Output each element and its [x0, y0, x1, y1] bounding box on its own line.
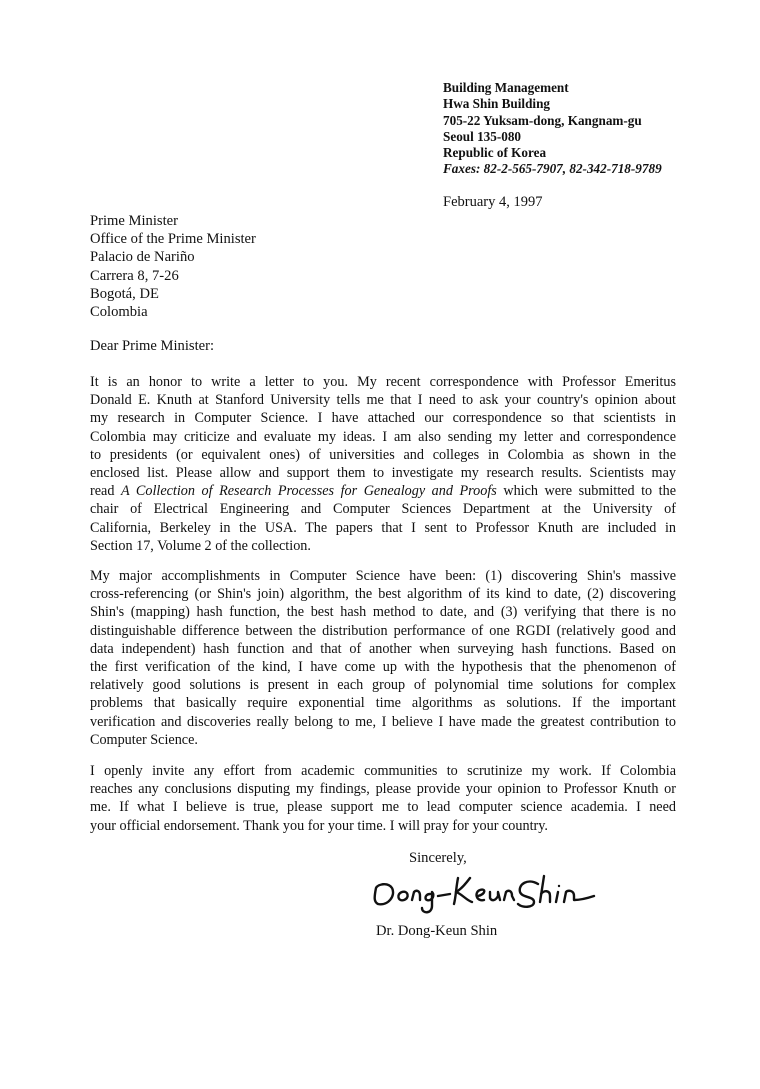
- paragraph-text: read: [90, 483, 121, 500]
- paragraph-line: verification and discoveries really belong to me, I believe I have made the greatest contribution to: [90, 713, 676, 730]
- paragraph-line: your official endorsement. Thank you for your time. I will pray for your country.: [90, 817, 548, 834]
- salutation: Dear Prime Minister:: [90, 338, 215, 354]
- paragraph-line: Donald E. Knuth at Stanford University tells me that I need to ask your country's opinion about: [90, 392, 676, 409]
- paragraph-text: which were submitted to the: [496, 483, 676, 500]
- paragraph-line: to presidents (or equivalent ones) of universities and colleges in Colombia as shown in the: [90, 446, 676, 463]
- recipient-line-street: Carrera 8, 7-26: [90, 267, 179, 284]
- sender-line-city: Seoul 135-080: [443, 128, 522, 144]
- sender-line-street: 705-22 Yuksam-dong, Kangnam-gu: [443, 112, 642, 128]
- paragraph-line: Colombia may criticize and evaluate my ideas. I am also sending my letter and correspondence: [90, 428, 676, 445]
- paragraph-line: me. If what I believe is true, please support me to lead computer science academia. I need: [90, 799, 676, 816]
- paragraph-line: It is an honor to write a letter to you. My recent correspondence with Professor Emeritus: [90, 374, 676, 390]
- paragraph-line: Section 17, Volume 2 of the collection.: [90, 537, 311, 554]
- paragraph-line: data independent) hash function and that of another when surveying hash functions. Based on: [90, 640, 676, 657]
- recipient-line-title: Prime Minister: [90, 213, 178, 229]
- sender-line-country: Republic of Korea: [443, 145, 547, 161]
- closing: Sincerely,: [409, 850, 467, 866]
- sender-fax-numbers: Faxes: 82-2-565-7907, 82-342-718-9789: [443, 161, 662, 177]
- body-paragraph-1: [90, 373, 676, 555]
- paragraph-line: cross-referencing (or Shin's join) algorithm, the best algorithm of its kind to date, (2) discovering: [90, 586, 676, 603]
- body-paragraph-3: [90, 762, 676, 835]
- sender-line-building-management: Building Management: [443, 80, 569, 95]
- paragraph-line: [90, 482, 676, 500]
- paragraph-line: my research in Computer Science. I have attached our correspondence so that scientists in: [90, 410, 676, 427]
- recipient-line-palace: Palacio de Nariño: [90, 249, 195, 266]
- paragraph-line: Computer Science.: [90, 731, 198, 748]
- paragraph-line: distinguishable difference between the distribution performance of one RGDI (relatively good and: [90, 622, 676, 639]
- sender-address-block: [443, 80, 662, 178]
- paragraph-line: the first verification of the kind, I have come up with the hypothesis that the phenomenon of: [90, 659, 676, 676]
- recipient-line-office: Office of the Prime Minister: [90, 231, 256, 248]
- paragraph-line: enclosed list. Please allow and support them to investigate my research results. Scientists may: [90, 465, 676, 482]
- recipient-line-country: Colombia: [90, 304, 148, 321]
- paragraph-line: reaches any conclusions disputing my findings, please provide your opinion to Professor Knuth or: [90, 781, 676, 798]
- recipient-line-city: Bogotá, DE: [90, 285, 159, 302]
- handwritten-signature: [368, 868, 598, 916]
- collection-title: A Collection of Research Processes for Genealogy and Proofs: [120, 483, 497, 500]
- paragraph-line: My major accomplishments in Computer Science have been: (1) discovering Shin's massive: [90, 568, 676, 584]
- paragraph-line: relatively good solutions is present in each group of polynomial time solutions for complex: [90, 677, 676, 694]
- recipient-address-block: [90, 212, 256, 321]
- paragraph-line: Shin's (mapping) hash function, the best hash method to date, and (3) verifying that there is no: [90, 604, 676, 621]
- paragraph-line: California, Berkeley in the USA. The papers that I sent to Professor Knuth are included in: [90, 519, 676, 536]
- paragraph-line: problems that basically require exponential time algorithms as solutions. If the important: [90, 695, 676, 712]
- letter-date: February 4, 1997: [443, 194, 543, 210]
- sender-line-building-name: Hwa Shin Building: [443, 96, 551, 112]
- typed-signatory-name: Dr. Dong-Keun Shin: [376, 923, 498, 939]
- paragraph-line: I openly invite any effort from academic communities to scrutinize my work. If Colombia: [90, 763, 676, 779]
- body-paragraph-2: [90, 567, 676, 749]
- paragraph-line: chair of Electrical Engineering and Computer Sciences Department at the University of: [90, 501, 676, 518]
